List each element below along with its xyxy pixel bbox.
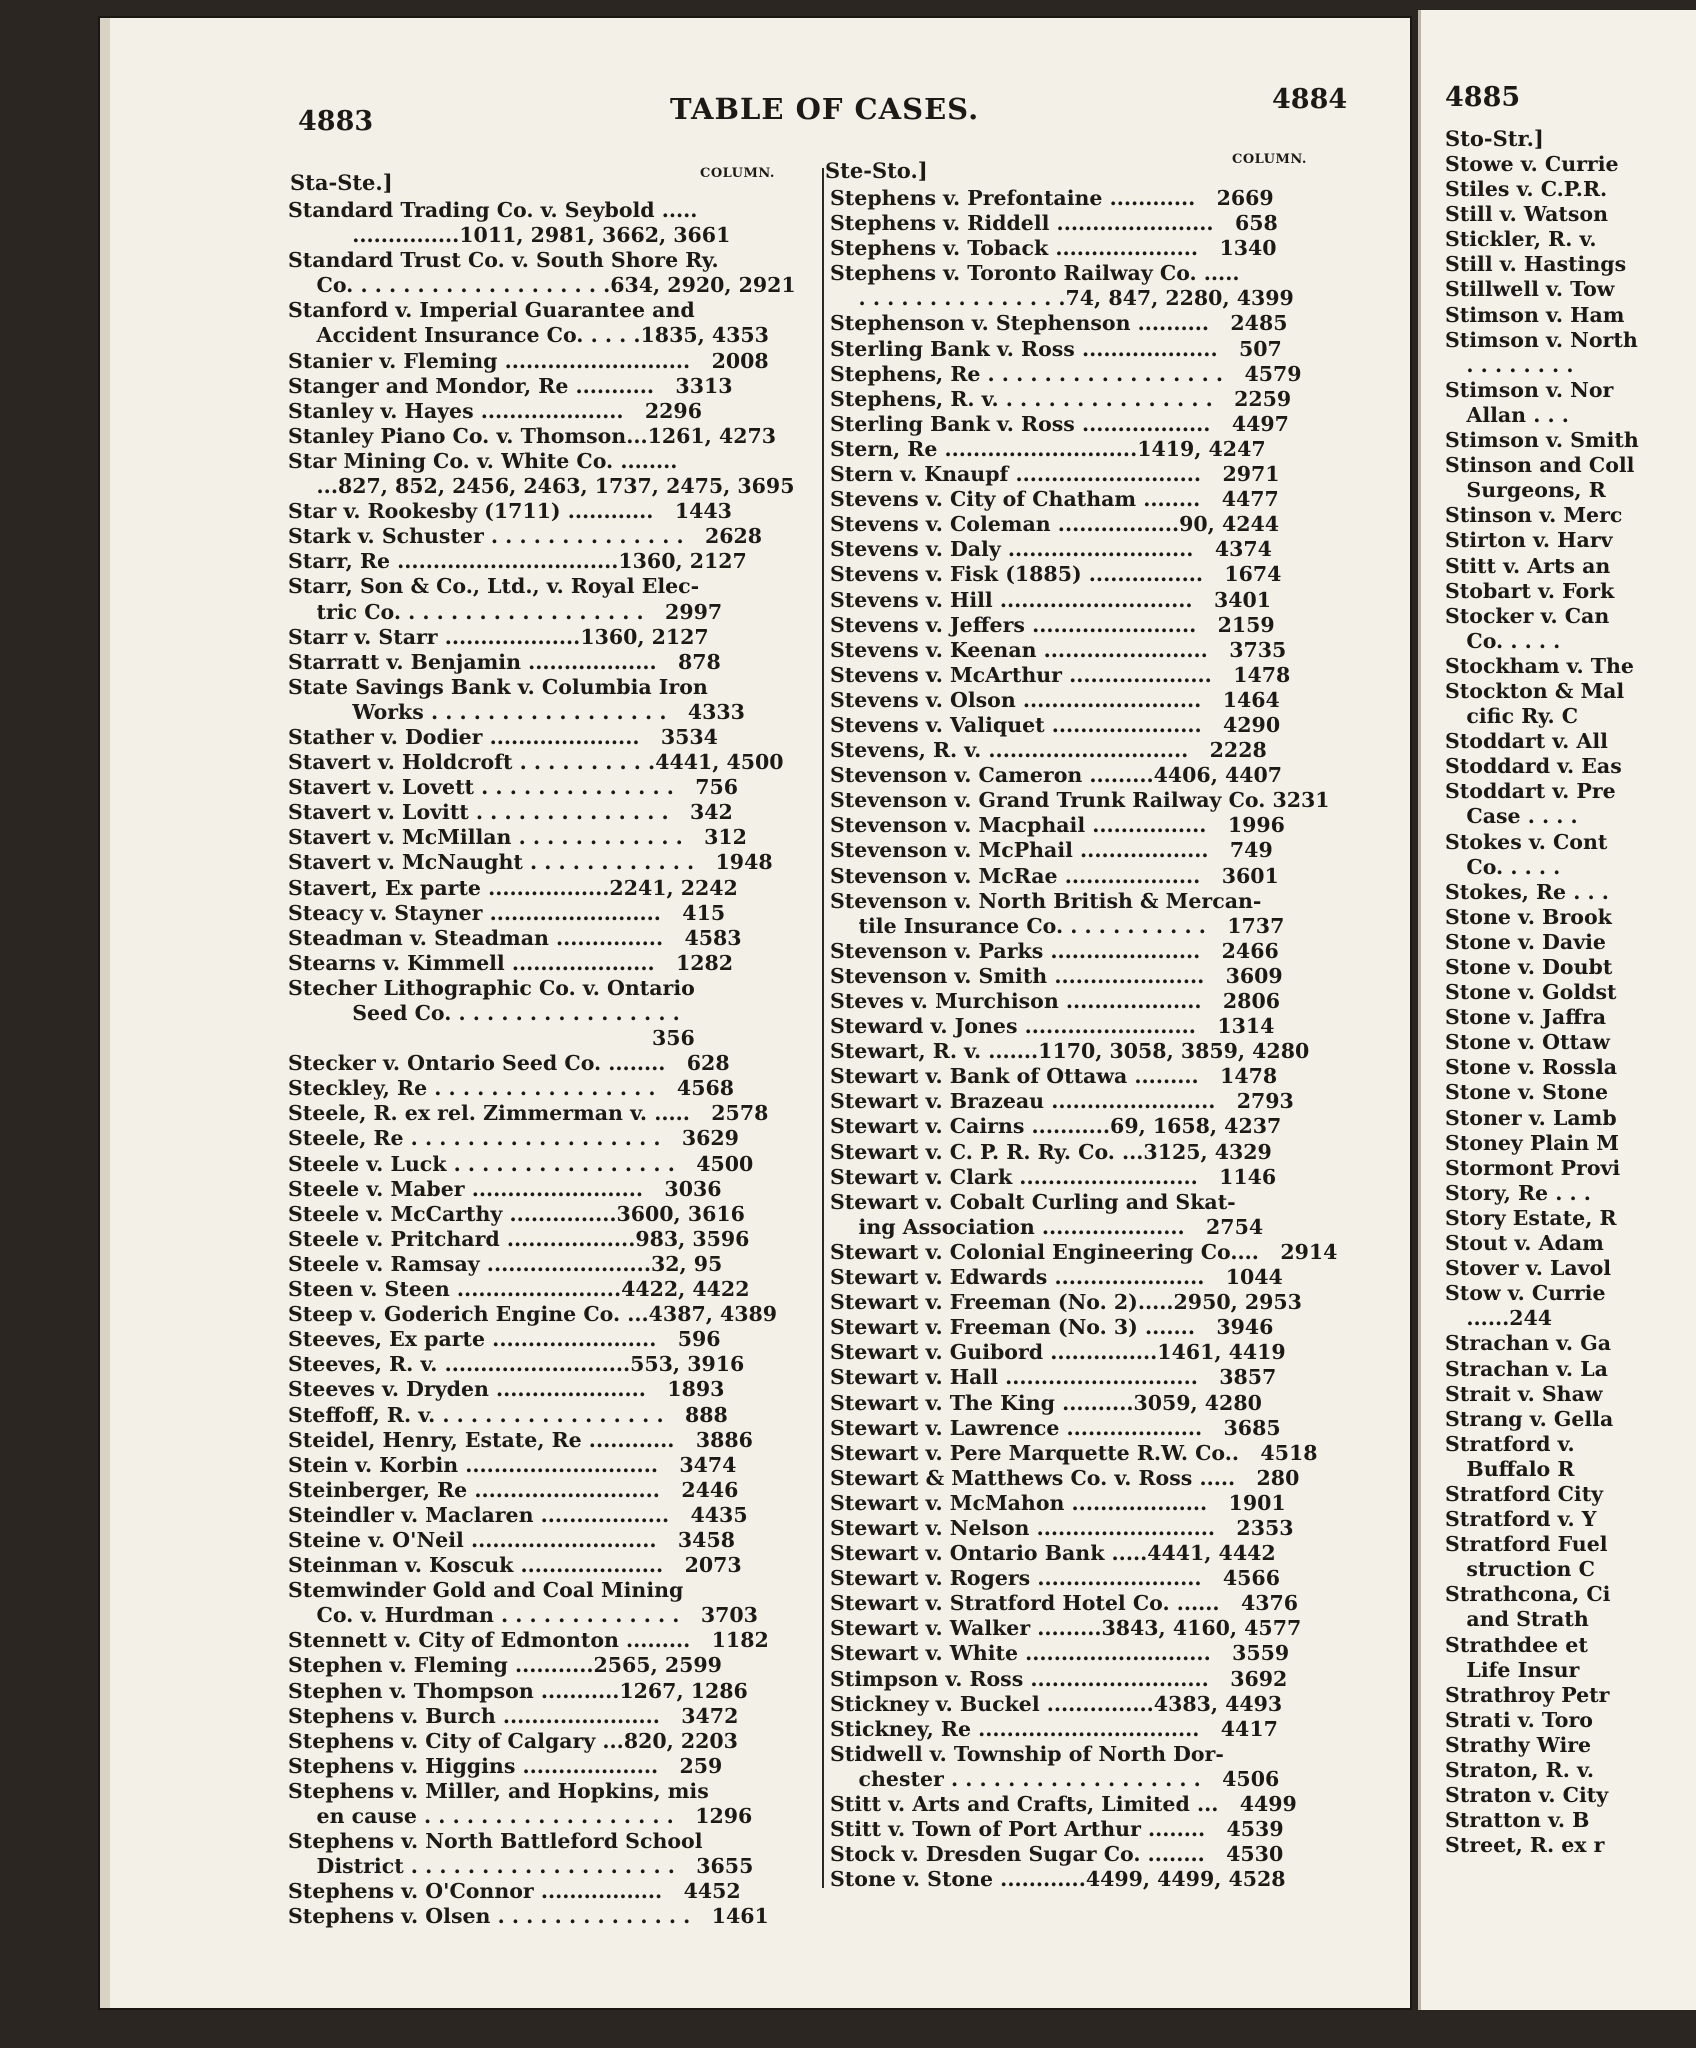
case-entry: Stephens v. North Battleford School: [288, 1829, 703, 1854]
case-entry: Stanley Piano Co. v. Thomson...1261, 4273: [288, 423, 777, 448]
case-entry: Stephens v. Miller, and Hopkins, mis: [288, 1778, 709, 1803]
case-entry: Stewart & Matthews Co. v. Ross ..... 280: [830, 1465, 1300, 1490]
column-divider: [822, 168, 824, 1888]
case-entry: 356: [288, 1026, 695, 1051]
case-entry: Stimson v. Ham: [1445, 302, 1625, 327]
case-entry: Co. . . . . . . . . . . . . . . . . . .634, 2920, 2921: [288, 273, 796, 298]
case-entry: chester . . . . . . . . . . . . . . . . . . 4506: [830, 1766, 1280, 1791]
case-entry: Stewart v. Lawrence ................... 3685: [830, 1415, 1281, 1440]
case-entry: Stillwell v. Tow: [1445, 277, 1615, 302]
case-entry: Stevenson v. Grand Trunk Railway Co. 3231: [830, 788, 1330, 813]
case-entry: Stewart v. Rogers ....................... 4566: [830, 1566, 1280, 1591]
case-entry: Co. v. Hurdman . . . . . . . . . . . . . 3703: [288, 1603, 758, 1628]
case-entry: Stewart v. White .......................... 3559: [830, 1641, 1290, 1666]
case-entry: Stoner v. Lamb: [1445, 1105, 1617, 1130]
case-entry: Star Mining Co. v. White Co. ........: [288, 448, 678, 473]
case-entry: Steele v. Maber ........................ 3036: [288, 1176, 722, 1201]
case-entry: Stinson and Coll: [1445, 453, 1635, 478]
case-entry: Stevens v. City of Chatham ........ 4477: [830, 487, 1279, 512]
case-entry: Stevens v. Olson ......................... 1464: [830, 687, 1280, 712]
case-entry: Stevenson v. North British & Mercan-: [830, 888, 1262, 913]
case-entry: . . . . . . . . . . . . . . .74, 847, 2280, 4399: [830, 286, 1294, 311]
case-entry: Starr v. Starr ...................1360, 2127: [288, 624, 709, 649]
case-entry: Stavert v. Lovett . . . . . . . . . . . . . . 756: [288, 775, 739, 800]
case-entry: Stimson v. Nor: [1445, 377, 1614, 402]
case-entry: Stevenson v. McPhail .................. 749: [830, 838, 1273, 863]
case-entry: Works . . . . . . . . . . . . . . . . . 4333: [288, 699, 745, 724]
case-entry: Straton v. City: [1445, 1783, 1609, 1808]
page-number-right: 4885: [1445, 82, 1521, 113]
case-entry: Stewart v. Cobalt Curling and Skat-: [830, 1189, 1236, 1214]
case-entry: Stephens v. Prefontaine ............ 2669: [830, 186, 1274, 210]
case-entry: Sterling Bank v. Ross ................... 507: [830, 336, 1282, 361]
case-entry: Stokes, Re . . .: [1445, 879, 1609, 904]
case-entry: tile Insurance Co. . . . . . . . . . . 1737: [830, 913, 1285, 938]
case-entry: Stavert v. McNaught . . . . . . . . . . . . 1948: [288, 850, 773, 875]
case-entry: Steele, Re . . . . . . . . . . . . . . . . . . 3629: [288, 1126, 739, 1151]
right-page-edge: [1418, 10, 1696, 2010]
case-entry: Stickney v. Buckel ...............4383, 4493: [830, 1691, 1283, 1716]
left-page-spread: [100, 18, 1410, 2008]
case-entry: Stavert, Ex parte .................2241, 2242: [288, 875, 738, 900]
case-entry: Stow v. Currie: [1445, 1281, 1606, 1306]
case-entry: Stecker v. Ontario Seed Co. ........ 628: [288, 1051, 730, 1076]
page-number-mid: 4884: [1272, 84, 1348, 115]
case-entry: Standard Trading Co. v. Seybold .....: [288, 198, 698, 222]
case-entry: Steine v. O'Neil .......................... 3458: [288, 1527, 735, 1552]
case-entry: Stone v. Stone ............4499, 4499, 4528: [830, 1867, 1286, 1892]
case-entry: Steindler v. Maclaren .................. 4435: [288, 1502, 748, 1527]
case-entry: Stratford Fuel: [1445, 1532, 1608, 1557]
case-entry: Stone v. Stone: [1445, 1080, 1609, 1105]
case-entry: Story Estate, R: [1445, 1205, 1617, 1230]
case-entry: Stratford v.: [1445, 1431, 1575, 1456]
case-entry: Stephen v. Thompson ...........1267, 1286: [288, 1678, 748, 1703]
case-entry: Stanier v. Fleming .......................... 2008: [288, 348, 769, 373]
case-entry: Stevenson v. Cameron .........4406, 4407: [830, 763, 1283, 788]
case-entry: Starr, Son & Co., Ltd., v. Royal Elec-: [288, 574, 700, 599]
column-1-label: COLUMN.: [700, 166, 775, 181]
case-entry: Stephen v. Fleming ...........2565, 2599: [288, 1653, 722, 1678]
case-entry: Stratton v. B: [1445, 1808, 1590, 1833]
case-entry: Stewart v. Edwards ..................... 1044: [830, 1265, 1283, 1290]
case-entry: Stokes v. Cont: [1445, 829, 1608, 854]
case-entry: cific Ry. C: [1445, 704, 1579, 729]
case-entry: Stevens, R. v. ............................ 2228: [830, 738, 1267, 763]
case-entry: Stephens v. Higgins ................... 259: [288, 1753, 723, 1778]
case-entry: Starratt v. Benjamin .................. 878: [288, 649, 721, 674]
case-entry: Strait v. Shaw: [1445, 1381, 1603, 1406]
case-entry: Straton, R. v.: [1445, 1758, 1594, 1782]
case-entry: Stevens v. Fisk (1885) ................ 1674: [830, 562, 1282, 587]
case-entry: Stevenson v. McRae ................... 3601: [830, 863, 1279, 888]
case-entry: Stewart v. Ontario Bank .....4441, 4442: [830, 1541, 1276, 1566]
case-entry: Story, Re . . .: [1445, 1180, 1591, 1205]
case-entry: Allan . . .: [1445, 402, 1569, 427]
case-entry: Stavert v. Lovitt . . . . . . . . . . . . . . 342: [288, 800, 733, 825]
case-entry: struction C: [1445, 1557, 1595, 1582]
case-entry: Stitt v. Arts and Crafts, Limited ... 4499: [830, 1792, 1297, 1816]
case-entry: Steves v. Murchison ................... 2806: [830, 989, 1280, 1013]
case-entry: Stevens v. Keenan ....................... 3735: [830, 637, 1287, 662]
case-entry: and Strath: [1445, 1607, 1589, 1632]
case-entry: Stewart v. Clark ......................... 1146: [830, 1164, 1277, 1189]
case-entry: Stephens v. O'Connor ................. 4452: [288, 1879, 741, 1904]
case-entry: Stickney, Re ............................... 4417: [830, 1716, 1278, 1741]
case-entry: Steward v. Jones ........................ 1314: [830, 1014, 1275, 1039]
case-entry: Steen v. Steen .......................4422, 4422: [288, 1277, 750, 1302]
case-entry: Buffalo R: [1445, 1456, 1575, 1481]
case-entry: Stratford v. Y: [1445, 1507, 1597, 1532]
case-entry: Stewart v. Walker .........3843, 4160, 4577: [830, 1616, 1302, 1641]
case-entry: Stewart v. Cairns ...........69, 1658, 4237: [830, 1114, 1282, 1139]
case-entry: Stanford v. Imperial Guarantee and: [288, 298, 695, 323]
case-entry: Steckley, Re . . . . . . . . . . . . . . . . 4568: [288, 1076, 734, 1101]
case-entry: Stearns v. Kimmell .................... 1282: [288, 950, 734, 975]
case-entry: Strachan v. La: [1445, 1356, 1608, 1381]
case-entry: Stephens v. Riddell ...................... 658: [830, 211, 1278, 236]
case-entry: Stocker v. Can: [1445, 603, 1610, 628]
case-entry: Stevens v. Hill ........................... 3401: [830, 587, 1272, 612]
case-entry: Stowe v. Currie: [1445, 152, 1619, 176]
case-entry: Stinson v. Merc: [1445, 503, 1623, 528]
column-3-header: Sto-Str.]: [1445, 126, 1544, 151]
case-entry: Stephens v. Toback .................... 1340: [830, 236, 1277, 261]
running-title: TABLE OF CASES.: [670, 92, 980, 126]
case-entry: Stanger and Mondor, Re ........... 3313: [288, 373, 733, 398]
case-entry: Stock v. Dresden Sugar Co. ........ 4530: [830, 1842, 1284, 1867]
case-entry: Stimson v. Smith: [1445, 428, 1639, 453]
case-entry: Sterling Bank v. Ross .................. 4497: [830, 411, 1289, 436]
case-entry: Stewart v. Freeman (No. 2).....2950, 2953: [830, 1290, 1302, 1315]
case-entry: Strathdee et: [1445, 1632, 1588, 1657]
case-entry: Stone v. Ottaw: [1445, 1030, 1610, 1055]
case-entry: District . . . . . . . . . . . . . . . . . . . 3655: [288, 1854, 754, 1879]
case-entry: Stewart v. Pere Marquette R.W. Co.. 4518: [830, 1440, 1318, 1465]
case-entry: Stephens, R. v. . . . . . . . . . . . . . . . 2259: [830, 386, 1292, 411]
case-entry: Stone v. Brook: [1445, 904, 1612, 929]
case-entry: Stirton v. Harv: [1445, 528, 1613, 553]
case-entry: Stephens v. City of Calgary ...820, 2203: [288, 1728, 738, 1753]
case-entry: Stewart v. Bank of Ottawa ......... 1478: [830, 1064, 1278, 1089]
case-entry: Stout v. Adam: [1445, 1231, 1604, 1256]
case-entry: Stavert v. Holdcroft . . . . . . . . . .4441, 4500: [288, 750, 784, 775]
case-entry: Stockham v. The: [1445, 653, 1634, 678]
case-entry: ...............1011, 2981, 3662, 3661: [288, 223, 731, 248]
case-entry: Stephenson v. Stephenson .......... 2485: [830, 311, 1288, 336]
case-entry: Surgeons, R: [1445, 478, 1606, 503]
case-entry: Stavert v. McMillan . . . . . . . . . . . . 312: [288, 825, 747, 850]
case-entry: Stewart v. McMahon ................... 1901: [830, 1490, 1286, 1515]
case-entry: Street, R. ex r: [1445, 1833, 1605, 1858]
column-2-entries: [830, 186, 1370, 1892]
case-entry: Accident Insurance Co. . . . .1835, 4353: [288, 323, 769, 348]
case-entry: Stern, Re ...........................1419, 4247: [830, 436, 1266, 461]
case-entry: Stevens v. Coleman .................90, 4244: [830, 512, 1279, 537]
case-entry: Stockton & Mal: [1445, 678, 1625, 703]
case-entry: State Savings Bank v. Columbia Iron: [288, 674, 708, 699]
case-entry: Stephens v. Olsen . . . . . . . . . . . . . . 1461: [288, 1904, 769, 1929]
case-entry: Star v. Rookesby (1711) ............ 1443: [288, 499, 732, 524]
case-entry: Steele v. Ramsay .......................32, 95: [288, 1251, 723, 1276]
case-entry: Strathy Wire: [1445, 1732, 1592, 1757]
case-entry: Stimpson v. Ross ......................... 3692: [830, 1666, 1288, 1691]
case-entry: Stark v. Schuster . . . . . . . . . . . . . . 2628: [288, 524, 763, 549]
column-3-entries: [1445, 152, 1696, 1858]
case-entry: Stevens v. Valiquet ..................... 4290: [830, 712, 1281, 737]
case-entry: Stone v. Jaffra: [1445, 1005, 1607, 1030]
case-entry: Steep v. Goderich Engine Co. ...4387, 4389: [288, 1302, 778, 1327]
case-entry: Stern v. Knaupf .......................... 2971: [830, 462, 1280, 487]
case-entry: Stidwell v. Township of North Dor-: [830, 1741, 1224, 1766]
case-entry: ing Association .................... 2754: [830, 1214, 1264, 1239]
column-2-header: Ste-Sto.]: [825, 158, 928, 183]
case-entry: Stone v. Goldst: [1445, 980, 1617, 1005]
case-entry: Life Insur: [1445, 1657, 1580, 1682]
case-entry: Steidel, Henry, Estate, Re ............ 3886: [288, 1427, 753, 1452]
case-entry: Steeves v. Dryden ..................... 1893: [288, 1377, 725, 1402]
case-entry: Stewart v. Brazeau ....................... 2793: [830, 1089, 1294, 1114]
case-entry: Stewart v. Nelson ......................... 2353: [830, 1515, 1294, 1540]
case-entry: Stevens v. Daly .......................... 4374: [830, 537, 1272, 562]
case-entry: Steinman v. Koscuk .................... 2073: [288, 1553, 742, 1578]
case-entry: Stoddart v. All: [1445, 729, 1608, 754]
case-entry: Stephens v. Burch ...................... 3472: [288, 1703, 739, 1728]
case-entry: en cause . . . . . . . . . . . . . . . . . . 1296: [288, 1804, 753, 1828]
case-entry: Standard Trust Co. v. South Shore Ry.: [288, 248, 719, 273]
case-entry: Stewart v. C. P. R. Ry. Co. ...3125, 4329: [830, 1139, 1272, 1164]
case-entry: Stein v. Korbin ........................... 3474: [288, 1452, 737, 1477]
case-entry: Case . . . .: [1445, 804, 1578, 829]
case-entry: Stevens v. McArthur .................... 1478: [830, 662, 1291, 687]
case-entry: Stone v. Davie: [1445, 929, 1606, 954]
case-entry: Stephens, Re . . . . . . . . . . . . . . . . . 4579: [830, 361, 1302, 386]
case-entry: Steele v. Pritchard ..................983, 3596: [288, 1226, 750, 1251]
case-entry: Strathcona, Ci: [1445, 1582, 1611, 1607]
page-number-left: 4883: [298, 106, 374, 137]
case-entry: Starr, Re ...............................1360, 2127: [288, 549, 747, 574]
case-entry: Stickler, R. v.: [1445, 227, 1597, 252]
case-entry: Stevenson v. Macphail ................ 1996: [830, 813, 1285, 838]
case-entry: Seed Co. . . . . . . . . . . . . . . . .: [288, 1001, 680, 1025]
case-entry: Steffoff, R. v. . . . . . . . . . . . . . . . . 888: [288, 1402, 728, 1427]
case-entry: Steele v. Luck . . . . . . . . . . . . . . . . 4500: [288, 1151, 754, 1176]
case-entry: Strathroy Petr: [1445, 1682, 1610, 1707]
case-entry: Stevens v. Jeffers ....................... 2159: [830, 612, 1275, 637]
case-entry: Stecher Lithographic Co. v. Ontario: [288, 975, 695, 1000]
case-entry: Stitt v. Arts an: [1445, 553, 1611, 578]
case-entry: Steeves, R. v. ..........................553, 3916: [288, 1352, 745, 1377]
case-entry: Strang v. Gella: [1445, 1406, 1614, 1431]
case-entry: Stratford City: [1445, 1481, 1604, 1506]
case-entry: Stobart v. Fork: [1445, 578, 1615, 603]
case-entry: Stanley v. Hayes .................... 2296: [288, 398, 702, 423]
case-entry: Stone v. Doubt: [1445, 955, 1613, 979]
case-entry: Stewart, R. v. .......1170, 3058, 3859, 4280: [830, 1039, 1310, 1064]
case-entry: Co. . . . .: [1445, 628, 1561, 653]
case-entry: Still v. Watson: [1445, 202, 1609, 227]
case-entry: Stewart v. Hall ........................... 3857: [830, 1365, 1277, 1390]
case-entry: Stiles v. C.P.R.: [1445, 177, 1608, 202]
case-entry: Stewart v. Guibord ...............1461, 4419: [830, 1340, 1286, 1365]
case-entry: ...827, 852, 2456, 2463, 1737, 2475, 3695: [288, 474, 795, 499]
case-entry: Stephens v. Toronto Railway Co. .....: [830, 261, 1240, 286]
case-entry: Co. . . . .: [1445, 854, 1561, 879]
case-entry: Stimson v. North: [1445, 327, 1638, 352]
case-entry: Steadman v. Steadman ............... 4583: [288, 925, 742, 950]
case-entry: Stoney Plain M: [1445, 1130, 1619, 1155]
case-entry: Stewart v. Freeman (No. 3) ....... 3946: [830, 1315, 1274, 1340]
case-entry: tric Co. . . . . . . . . . . . . . . . . . 2997: [288, 599, 723, 624]
case-entry: Stather v. Dodier ..................... 3534: [288, 724, 718, 749]
case-entry: Stemwinder Gold and Coal Mining: [288, 1578, 684, 1603]
case-entry: Strachan v. Ga: [1445, 1331, 1611, 1356]
case-entry: Stoddard v. Eas: [1445, 754, 1622, 779]
column-1-entries: [288, 198, 808, 1929]
case-entry: Steeves, Ex parte ....................... 596: [288, 1327, 721, 1352]
case-entry: Steinberger, Re .......................... 2446: [288, 1477, 739, 1502]
case-entry: Stone v. Rossla: [1445, 1055, 1618, 1080]
case-entry: Stover v. Lavol: [1445, 1256, 1612, 1281]
case-entry: Steele v. McCarthy ...............3600, 3616: [288, 1201, 745, 1226]
column-1-header: Sta-Ste.]: [290, 170, 393, 195]
case-entry: . . . . . . . .: [1445, 352, 1574, 377]
case-entry: Steele, R. ex rel. Zimmerman v. ..... 2578: [288, 1101, 769, 1126]
case-entry: Stennett v. City of Edmonton ......... 1182: [288, 1628, 769, 1653]
case-entry: Stormont Provi: [1445, 1155, 1621, 1180]
case-entry: Stoddart v. Pre: [1445, 779, 1616, 804]
case-entry: Stewart v. The King ..........3059, 4280: [830, 1390, 1262, 1415]
case-entry: Still v. Hastings: [1445, 252, 1627, 277]
case-entry: Steacy v. Stayner ........................ 415: [288, 900, 726, 925]
column-2-label: COLUMN.: [1232, 152, 1307, 167]
case-entry: Strati v. Toro: [1445, 1707, 1593, 1732]
case-entry: Stevenson v. Parks ..................... 2466: [830, 938, 1279, 963]
case-entry: Stitt v. Town of Port Arthur ........ 4539: [830, 1817, 1284, 1842]
case-entry: ......244: [1445, 1306, 1553, 1331]
case-entry: Stevenson v. Smith ..................... 3609: [830, 963, 1283, 988]
case-entry: Stewart v. Colonial Engineering Co.... 2914: [830, 1239, 1338, 1264]
case-entry: Stewart v. Stratford Hotel Co. ...... 4376: [830, 1591, 1299, 1616]
